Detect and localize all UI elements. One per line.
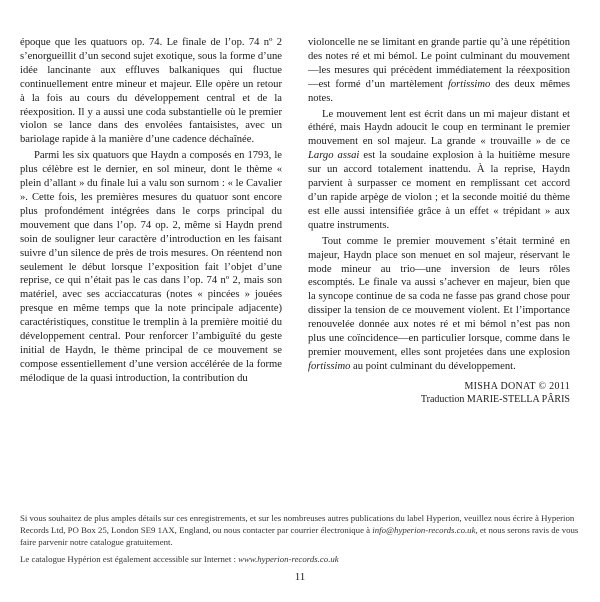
text-run: au point culminant du développement. — [350, 360, 516, 372]
paragraph: Parmi les six quatuors que Haydn a composés en 1793, le plus célèbre est le dernier, en sol mineur, dont le thème « plein d’allant » du finale lui a valu son surnom : « le Cavalier ». Cette fois, les premières mesures du quatuor sont encore plus profondément intégrées dans le corps principal du mouvement que dans l’op. 74 op. 2, même si Haydn prend soin de souligner leur caractère d’introduction en les faisant suivre d’un silence de près de trois mesures. On réentend non seulement le début lorsque l’exposition fait l’objet d’une reprise, ce qui n’était pas le cas dans l’op. 74 nº 2, mais son matériel, avec ses acciaccaturas (notes « pincées » jouées presque en même temps que la note principale adjacente) caractéristiques, constitue le tremplin à la première moitié du développement central. Pour renforcer l’ambiguïté du geste initial de Haydn, le thème principal de ce mouvement se compose essentiellement d’une version accélérée de la forme mélodique de la quasi introduction, la contribution du — [20, 150, 282, 384]
paragraph — [308, 36, 570, 106]
page-number: 11 — [294, 571, 306, 583]
translator-credit: Traduction MARIE-STELLA PÂRIS — [420, 393, 570, 405]
footer-catalogue — [20, 553, 580, 565]
footer-text: Si vous souhaitez de plus amples détails sur ces enregistrements, et sur les nombreuses autres publications du label Hyperion, veuillez nous écrire à Hyperion Records Ltd, PO Box 25, London SE9 1AX, England, ou nous contacter par courrier électronique à — [20, 513, 575, 535]
author-credit: MISHA DONAT © 2011 — [464, 380, 570, 392]
website-link[interactable]: www.hyperion-records.co.uk — [238, 554, 339, 564]
paragraph: époque que les quatuors op. 74. Le finale de l’op. 74 nº 2 s’enorgueillit d’un second sujet exotique, sous la forme d’une idée lancinante aux effluves balkaniques qui fluctue continuellement entre mineur et majeur. Elle opère un retour à la fois au cours du développement central et de la réexposition. Il y a aussi une coda substantielle où le premier violon se lance dans des envolées fantaisistes, avec un bariolage rapide à la manière d’une cadence déchaînée. — [20, 37, 282, 146]
email-link[interactable]: info@hyperion-records.co.uk — [372, 525, 476, 535]
footer-text: , et nous serons ravis de vous faire parvenir notre catalogue gratuitement. — [20, 525, 579, 547]
text-run: Le mouvement lent est écrit dans un mi majeur distant et éthéré, mais Haydn adoucit le coup en terminant le premier mouvement en sol majeur. La grande « trouvaille » de ce — [308, 108, 570, 148]
right-column — [308, 36, 570, 406]
italic-term: fortissimo — [447, 78, 491, 90]
footer-info — [20, 512, 580, 548]
italic-term: fortissimo — [308, 360, 351, 372]
signature — [308, 380, 570, 406]
left-column — [20, 36, 282, 386]
text-run: des deux mêmes notes. — [308, 78, 570, 104]
footer-text: Le catalogue Hypérion est également accessible sur Internet : — [20, 554, 239, 564]
paragraph — [308, 108, 570, 233]
text-run: est la soudaine explosion à la huitième mesure sur un accord totalement inattendu. À la reprise, Haydn parvient à surpasser ce moment en remplissant cet accord d’un rapide arpège de violon ; et la seconde moitié du thème est elle aussi intensifiée grâce à un effet « trépidant » aux quatre instruments. — [308, 150, 570, 231]
text-run: Tout comme le premier mouvement s’était terminé en majeur, Haydn place son menuet en sol majeur, réservant le mode mineur au trio—une inversion de leurs rôles escomptés. Le finale va aussi s’achever en majeur, bien que la syncope continue de sa coda ne fasse pas grand chose pour dissiper la tension de ce mouvement violent. Et l’importance renouvelée donnée aux notes ré et mi bémol n’est pas non plus une coïncidence—en particulier lorsque, comme dans le premier mouvement, elles sont projetées dans une explosion — [308, 235, 570, 358]
text-run: violoncelle ne se limitant en grande partie qu’à une répétition des notes ré et mi bémol. Le point culminant du mouvement—les mesures qui précèdent immédiatement la réexposition—est formé d’un martèlement — [308, 37, 570, 90]
italic-term: Largo assai — [308, 150, 360, 162]
paragraph — [308, 235, 570, 374]
